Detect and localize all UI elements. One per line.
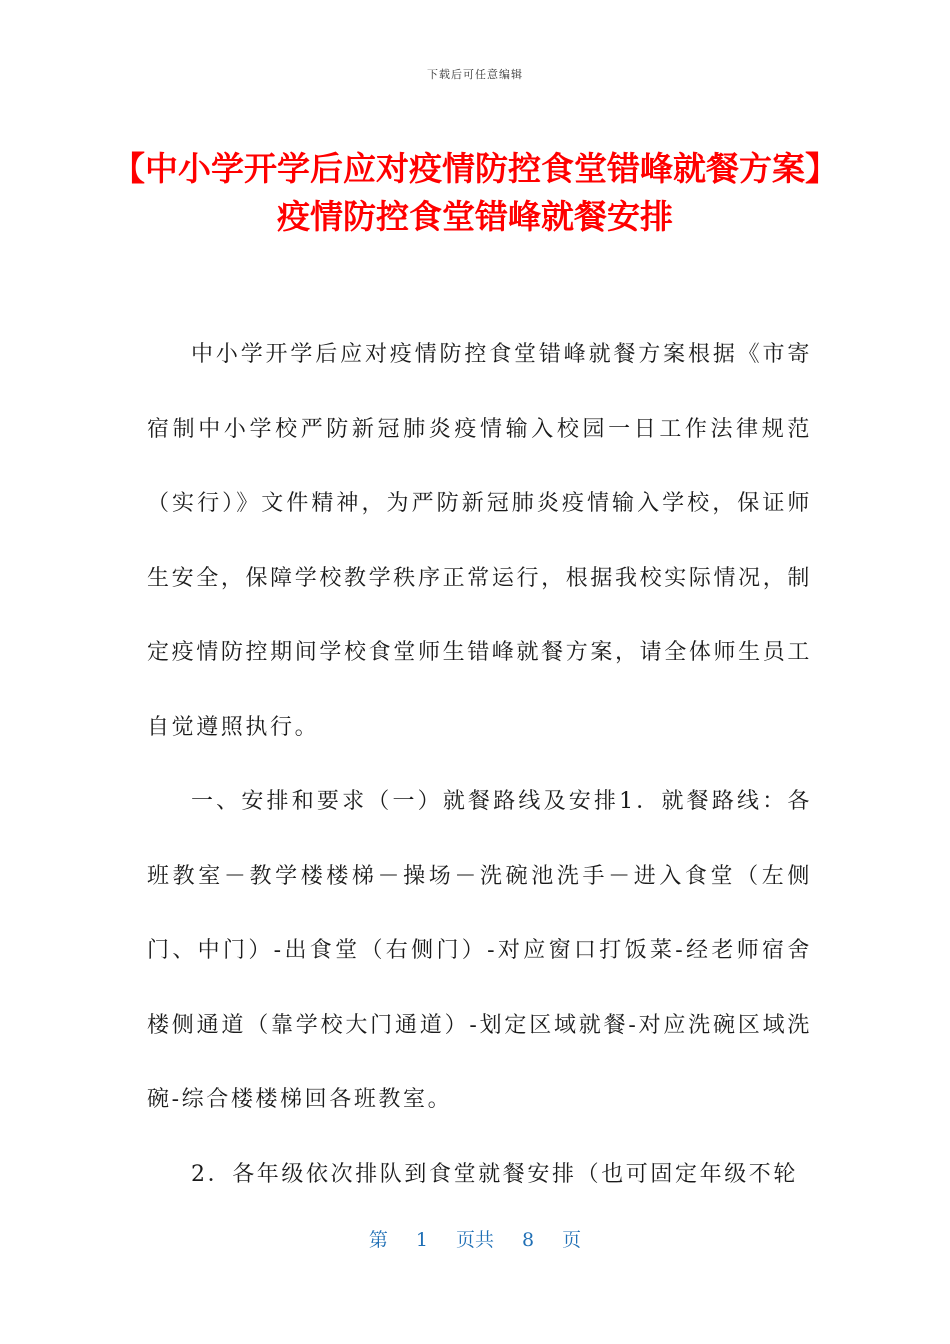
page-footer	[0, 1225, 950, 1252]
page-total: 8	[522, 1229, 535, 1251]
paragraph-grade-schedule: 2．各年级依次排队到食堂就餐安排（也可固定年级不轮	[191, 1161, 798, 1187]
page-label-prefix: 第	[368, 1229, 388, 1251]
header-note: 下载后可任意编辑	[427, 68, 523, 81]
page-label-mid: 页共	[455, 1229, 494, 1251]
paragraph-intro: 中小学开学后应对疫情防控食堂错峰就餐方案根据《市寄宿制中小学校严防新冠肺炎疫情输入校园一日工作法律规范（实行）》文件精神，为严防新冠肺炎疫情输入学校，保证师生安全，保障学校教学秩序正常运行，根据我校实际情况，制定疫情防控期间学校食堂师生错峰就餐方案，请全体师生员工自觉遵照执行。	[147, 342, 812, 740]
document-body	[147, 318, 812, 1212]
page-current: 1	[415, 1229, 428, 1251]
paragraph-arrangement: 一、安排和要求（一）就餐路线及安排1．就餐路线：各班教室－教学楼楼梯－操场－洗碗池洗手－进入食堂（左侧门、中门）-出食堂（右侧门）-对应窗口打饭菜-经老师宿舍楼侧通道（靠学校大门通道）-划定区域就餐-对应洗碗区域洗碗-综合楼楼梯回各班教室。	[147, 789, 812, 1112]
document-title: 【中小学开学后应对疫情防控食堂错峰就餐方案】疫情防控食堂错峰就餐安排	[112, 149, 838, 236]
page-label-suffix: 页	[562, 1229, 582, 1251]
